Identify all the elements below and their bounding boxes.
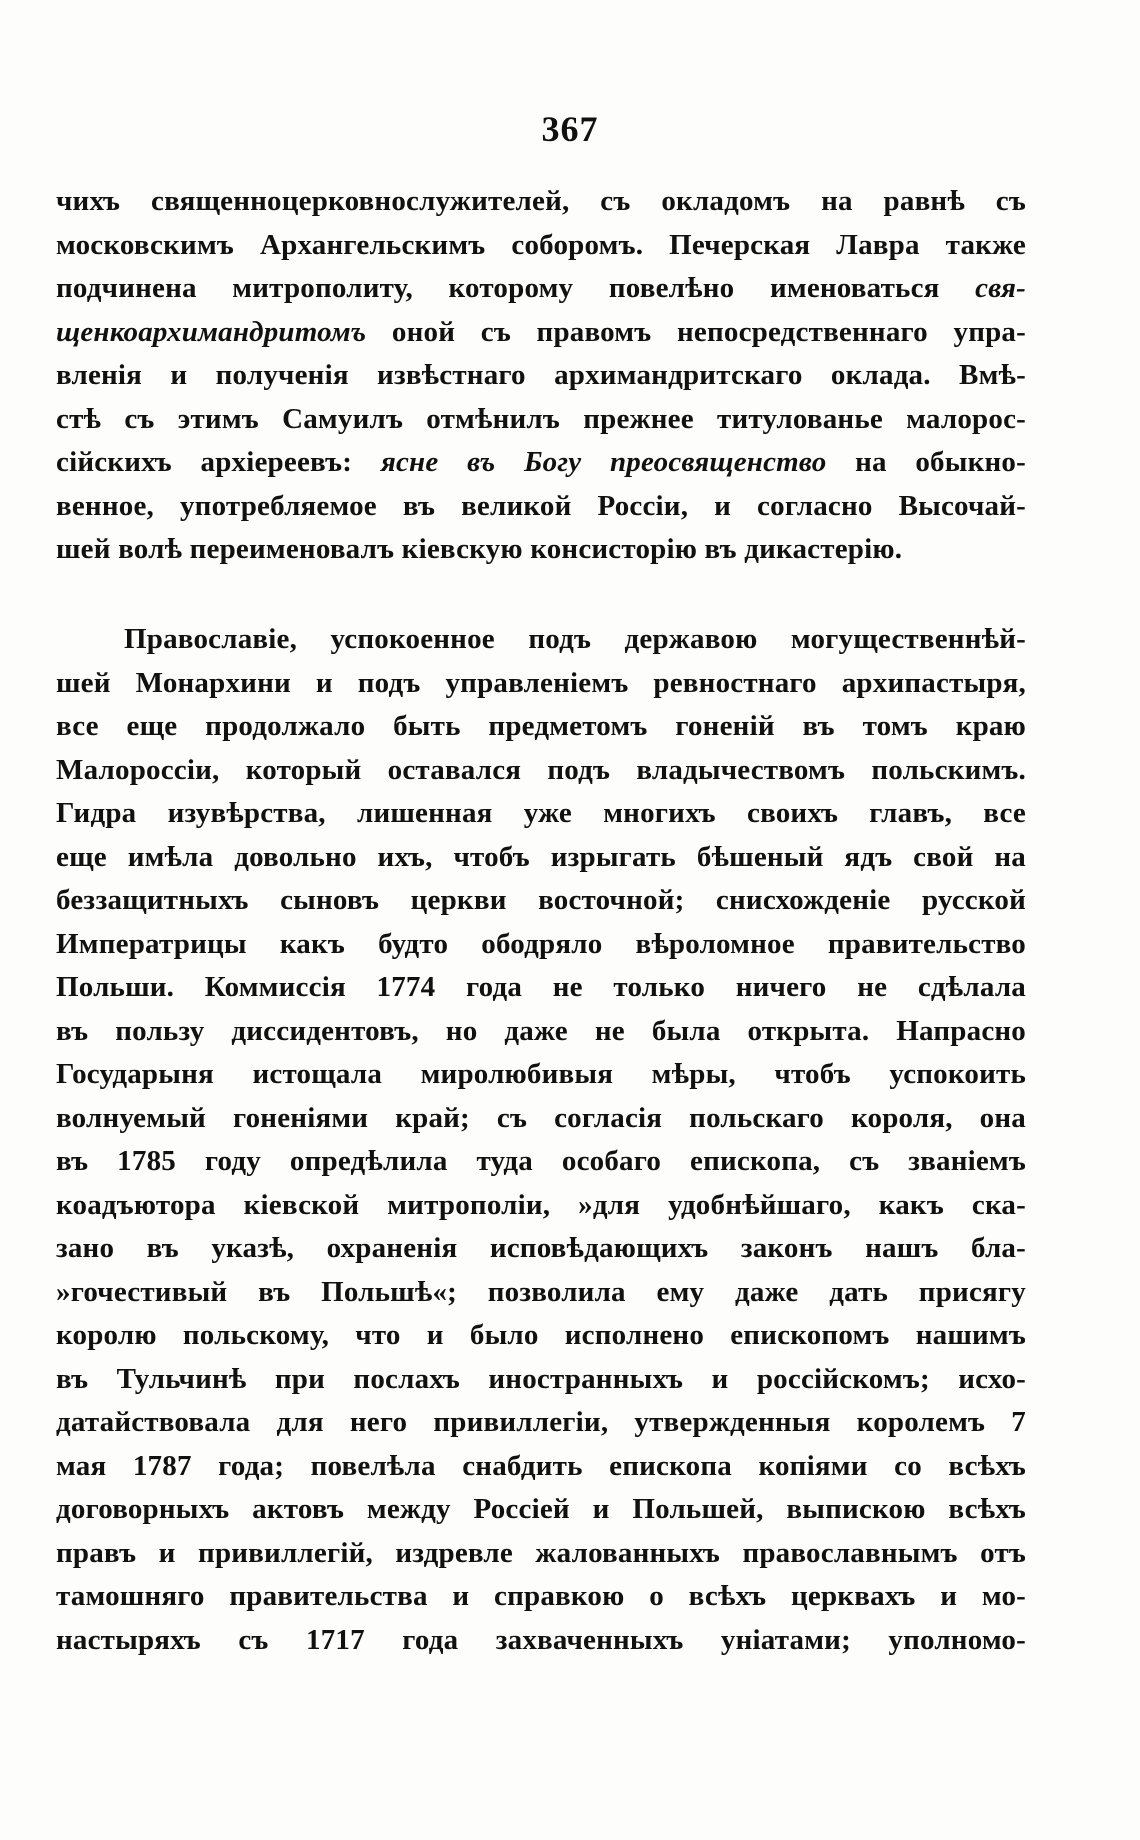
paragraph — [56, 180, 1026, 572]
text-line — [56, 528, 1026, 572]
text-line — [56, 836, 1026, 880]
italic-text-segment: свя- — [975, 272, 1026, 304]
text-segment: въ Тульчинѣ при послахъ иностранныхъ и россійскомъ; исхо- — [56, 1362, 1026, 1395]
text-segment: въ 1785 году опредѣлила туда особаго епископа, съ званіемъ — [56, 1145, 1026, 1177]
text-segment: датайствовала для него привиллегіи, утвержденныя королемъ 7 — [56, 1406, 1026, 1438]
text-segment: вленія и полученія извѣстнаго архимандритскаго оклада. Вмѣ- — [56, 359, 1026, 391]
text-segment: правъ и привиллегій, издревле жалованныхъ православнымъ отъ — [56, 1536, 1026, 1569]
text-line — [56, 1140, 1026, 1184]
text-segment: венное, употребляемое въ великой Россіи, и согласно Высочай- — [56, 489, 1026, 522]
text-line — [56, 1271, 1026, 1315]
text-line — [56, 354, 1026, 398]
text-line — [56, 1314, 1026, 1358]
text-segment: Малороссіи, который оставался подъ владычествомъ польскимъ. — [56, 753, 1026, 786]
text-segment: шей Монархини и подъ управленіемъ ревностнаго архипастыря, — [56, 666, 1026, 699]
text-segment: Государыня истощала миролюбивыя мѣры, чтобъ успокоить — [56, 1058, 1026, 1090]
text-segment: сійскихъ архіереевъ: — [56, 446, 381, 478]
text-line — [56, 1227, 1026, 1271]
text-segment: оной съ правомъ непосредственнаго упра- — [366, 315, 1026, 348]
text-line — [56, 618, 1026, 662]
text-line — [56, 398, 1026, 442]
text-segment: королю польскому, что и было исполнено епископомъ нашимъ — [56, 1319, 1026, 1351]
text-line — [56, 1532, 1026, 1576]
text-line — [56, 1358, 1026, 1402]
text-segment: Польши. Коммиссія 1774 года не только ничего не сдѣлала — [56, 971, 1026, 1003]
text-segment: московскимъ Архангельскимъ соборомъ. Печерская Лавра также — [56, 228, 1026, 261]
text-segment: договорныхъ актовъ между Россіей и Польшей, выпискою всѣхъ — [56, 1493, 1026, 1525]
text-line — [56, 1445, 1026, 1489]
text-segment: волнуемый гоненіями край; съ согласія польскаго короля, она — [56, 1101, 1026, 1134]
text-line — [56, 662, 1026, 706]
text-line — [56, 792, 1026, 836]
text-line — [56, 1575, 1026, 1619]
text-segment: коадъютора кіевской митрополіи, »для удобнѣйшаго, какъ ска- — [56, 1188, 1026, 1221]
text-segment: шей волѣ переименовалъ кіевскую консисторію въ дикастерію. — [56, 533, 903, 565]
text-segment: беззащитныхъ сыновъ церкви восточной; снисхожденіе русской — [56, 884, 1026, 916]
text-line — [56, 749, 1026, 793]
italic-text-segment: щенкоархимандритомъ — [56, 315, 367, 348]
text-line — [56, 1184, 1026, 1228]
text-line — [56, 705, 1026, 749]
text-line — [56, 1488, 1026, 1532]
text-line — [56, 1010, 1026, 1054]
text-segment: настыряхъ съ 1717 года захваченныхъ уніатами; уполномо- — [56, 1623, 1026, 1656]
page-number: 367 — [541, 109, 599, 149]
text-line — [56, 1619, 1026, 1663]
text-segment: Императрицы какъ будто ободряло вѣроломное правительство — [56, 927, 1026, 960]
text-line — [56, 267, 1026, 311]
text-line — [56, 1053, 1026, 1097]
text-segment: чихъ священноцерковнослужителей, съ окладомъ на равнѣ съ — [56, 185, 1026, 217]
text-line — [56, 485, 1026, 529]
text-line — [56, 1097, 1026, 1141]
text-line — [56, 879, 1026, 923]
text-segment: Православіе, успокоенное подъ державою могущественнѣй- — [124, 623, 1026, 655]
italic-text-segment: ясне въ Богу преосвященство — [380, 446, 827, 478]
text-segment: мая 1787 года; повелѣла снабдить епископа копіями со всѣхъ — [56, 1449, 1026, 1482]
text-segment: подчинена митрополиту, которому повелѣно именоваться — [56, 272, 976, 304]
text-line — [56, 1401, 1026, 1445]
text-segment: зано въ указѣ, охраненія исповѣдающихъ законъ нашъ бла- — [56, 1232, 1026, 1264]
text-segment: Гидра изувѣрства, лишенная уже многихъ своихъ главъ, все — [56, 797, 1026, 829]
text-segment: тамошняго правительства и справкою о всѣхъ церквахъ и мо- — [56, 1580, 1026, 1612]
text-line — [56, 923, 1026, 967]
text-line — [56, 441, 1026, 485]
text-line — [56, 966, 1026, 1010]
text-segment: »гочестивый въ Польшѣ«; позволила ему даже дать присягу — [56, 1275, 1026, 1308]
text-line — [56, 224, 1026, 268]
text-line — [56, 180, 1026, 224]
text-segment: стѣ съ этимъ Самуилъ отмѣнилъ прежнее титулованье малорос- — [56, 402, 1026, 435]
paragraph — [56, 618, 1026, 1662]
text-segment: еще имѣла довольно ихъ, чтобъ изрыгать бѣшеный ядъ свой на — [56, 840, 1026, 873]
text-segment: на обыкно- — [826, 446, 1026, 478]
text-segment: все еще продолжало быть предметомъ гоненій въ томъ краю — [56, 710, 1026, 742]
text-line — [56, 311, 1026, 355]
text-segment: въ пользу диссидентовъ, но даже не была открыта. Напрасно — [56, 1014, 1026, 1047]
